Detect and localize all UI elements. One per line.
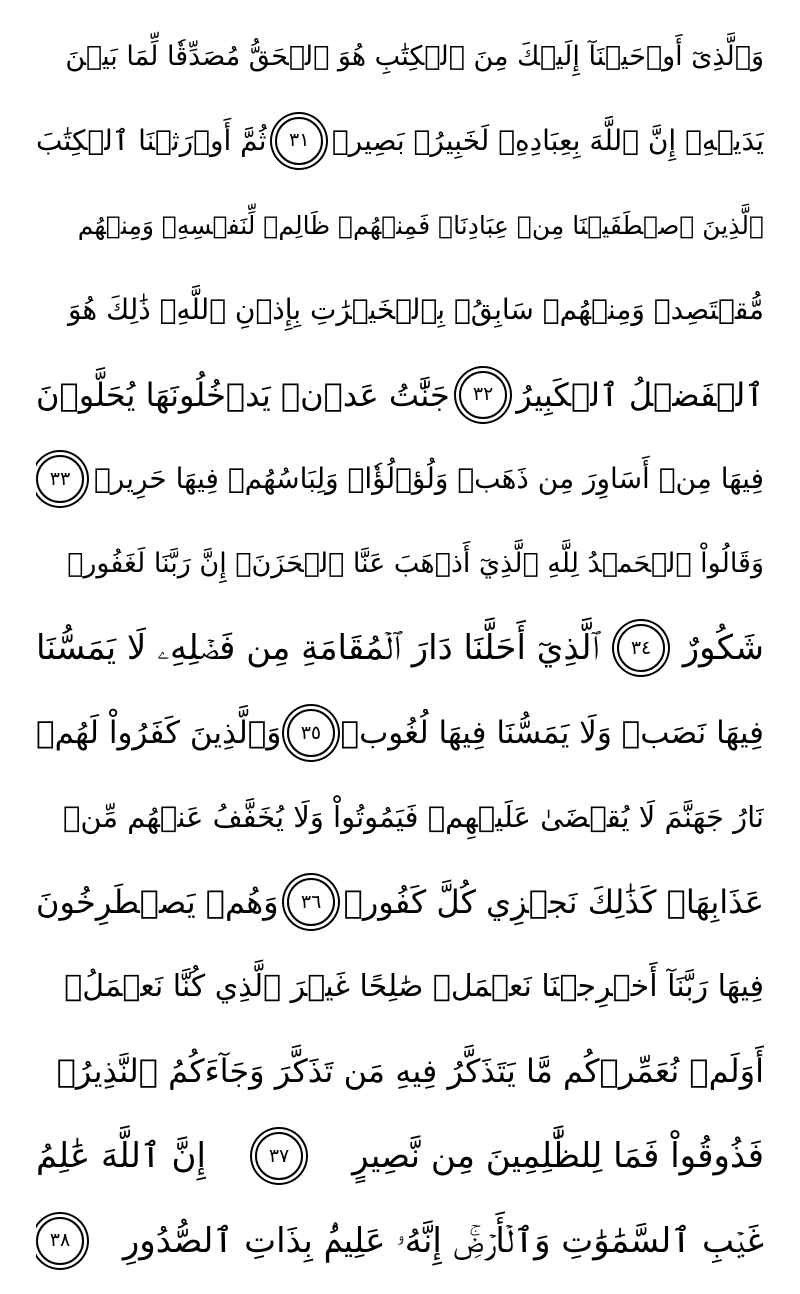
text-line (36, 860, 764, 945)
text-line (36, 522, 764, 607)
text-line (36, 945, 764, 1030)
text-line (36, 99, 764, 184)
verse-text: وَقَالُواْ ٱلۡحَمۡدُ لِلَّهِ ٱلَّذِيٓ أَذۡهَبَ عَنَّا ٱلۡحَزَنَۖ إِنَّ رَبَّنَا لَغَفُورٞ (67, 548, 764, 580)
verse-text: فِيهَا مِنۡ أَسَاوِرَ مِن ذَهَبٖ وَلُؤۡلُؤٗاۖ وَلِبَاسُهُمۡ فِيهَا حَرِيرٞ (93, 462, 764, 496)
verse-text: جَنَّٰتُ عَدۡنٖ يَدۡخُلُونَهَا يُحَلَّوۡنَ (36, 375, 450, 414)
verse-text: ٱلَّذِينَ ٱصۡطَفَيۡنَا مِنۡ عِبَادِنَاۖ فَمِنۡهُمۡ ظَالِمٞ لِّنَفۡسِهِۦ وَمِنۡهُم (77, 210, 764, 240)
text-line (36, 437, 764, 522)
ayah-number-marker: ٣٨ (36, 1217, 84, 1265)
verse-text: نَارُ جَهَنَّمَ لَا يُقۡضَىٰ عَلَيۡهِمۡ فَيَمُوتُواْ وَلَا يُخَفَّفُ عَنۡهُم مِّنۡ (63, 800, 764, 835)
ayah-number-marker: ٣٤ (617, 624, 665, 672)
verse-text: شَكُورٌ (682, 628, 764, 669)
verse-text: إِنَّ ٱللَّهَ عَٰلِمُ (36, 1136, 206, 1177)
verse-text: فِيهَا رَبَّنَآ أَخۡرِجۡنَا نَعۡمَلۡ صَٰلِحًا غَيۡرَ ٱلَّذِي كُنَّا نَعۡمَلُۚ (64, 968, 764, 1004)
verse-text: وَهُمۡ يَصۡطَرِخُونَ (36, 883, 279, 922)
ayah-number-marker: ٣٢ (459, 371, 507, 419)
verse-text: وَٱلَّذِىٓ أَوۡحَيۡنَآ إِلَيۡكَ مِنَ ٱلۡكِتَٰبِ هُوَ ٱلۡحَقُّ مُصَدِّقٗا لِّمَا بَيۡنَ (65, 40, 764, 72)
text-line (36, 775, 764, 860)
text-line (36, 1114, 764, 1199)
ayah-number-marker: ٣٧ (255, 1132, 303, 1180)
verse-text: فِيهَا نَصَبٞ وَلَا يَمَسُّنَا فِيهَا لُغُوبٞ (340, 714, 764, 751)
verse-text: فَذُوقُواْ فَمَا لِلظَّٰلِمِينَ مِن نَّصِيرٍ (352, 1136, 764, 1177)
verse-text: ٱلَّذِيٓ أَحَلَّنَا دَارَ ٱلۡمُقَامَةِ مِن فَضۡلِهِۦ لَا يَمَسُّنَا (36, 628, 600, 669)
verse-text: غَيۡبِ ٱلسَّمَٰوَٰتِ وَٱلۡأَرۡضِۚ إِنَّهُۥ عَلِيمُۢ بِذَاتِ ٱلصُّدُورِ (122, 1220, 764, 1261)
text-line (36, 183, 764, 268)
ayah-number-marker: ٣٦ (287, 878, 335, 926)
verse-text: ثُمَّ أَوۡرَثۡنَا ٱلۡكِتَٰبَ (36, 123, 267, 157)
verse-text: مُّقۡتَصِدٞ وَمِنۡهُمۡ سَابِقُۢ بِٱلۡخَيۡرَٰتِ بِإِذۡنِ ٱللَّهِۚ ذَٰلِكَ هُوَ (67, 293, 764, 327)
text-line (36, 268, 764, 353)
verse-text: عَذَابِهَاۚ كَذَٰلِكَ نَجۡزِي كُلَّ كَفُورٖ (343, 883, 764, 922)
text-line (36, 606, 764, 691)
verse-text: أَوَلَمۡ نُعَمِّرۡكُم مَّا يَتَذَكَّرُ فِيهِ مَن تَذَكَّرَ وَجَآءَكُمُ ٱلنَّذِيرُۖ (56, 1052, 764, 1091)
text-line (36, 14, 764, 99)
ayah-number-marker: ٣٥ (287, 709, 335, 757)
text-line (36, 1029, 764, 1114)
text-line (36, 352, 764, 437)
text-line (36, 691, 764, 776)
verse-text: وَٱلَّذِينَ كَفَرُواْ لَهُمۡ (36, 714, 282, 751)
ayah-number-marker: ٣٣ (36, 455, 84, 503)
ayah-number-marker: ٣١ (275, 117, 323, 165)
verse-text: ٱلۡفَضۡلُ ٱلۡكَبِيرُ (516, 375, 764, 414)
text-line (36, 1198, 764, 1283)
verse-text: يَدَيۡهِۗ إِنَّ ٱللَّهَ بِعِبَادِهِۦ لَخَبِيرُۢ بَصِيرٞ (331, 123, 764, 157)
